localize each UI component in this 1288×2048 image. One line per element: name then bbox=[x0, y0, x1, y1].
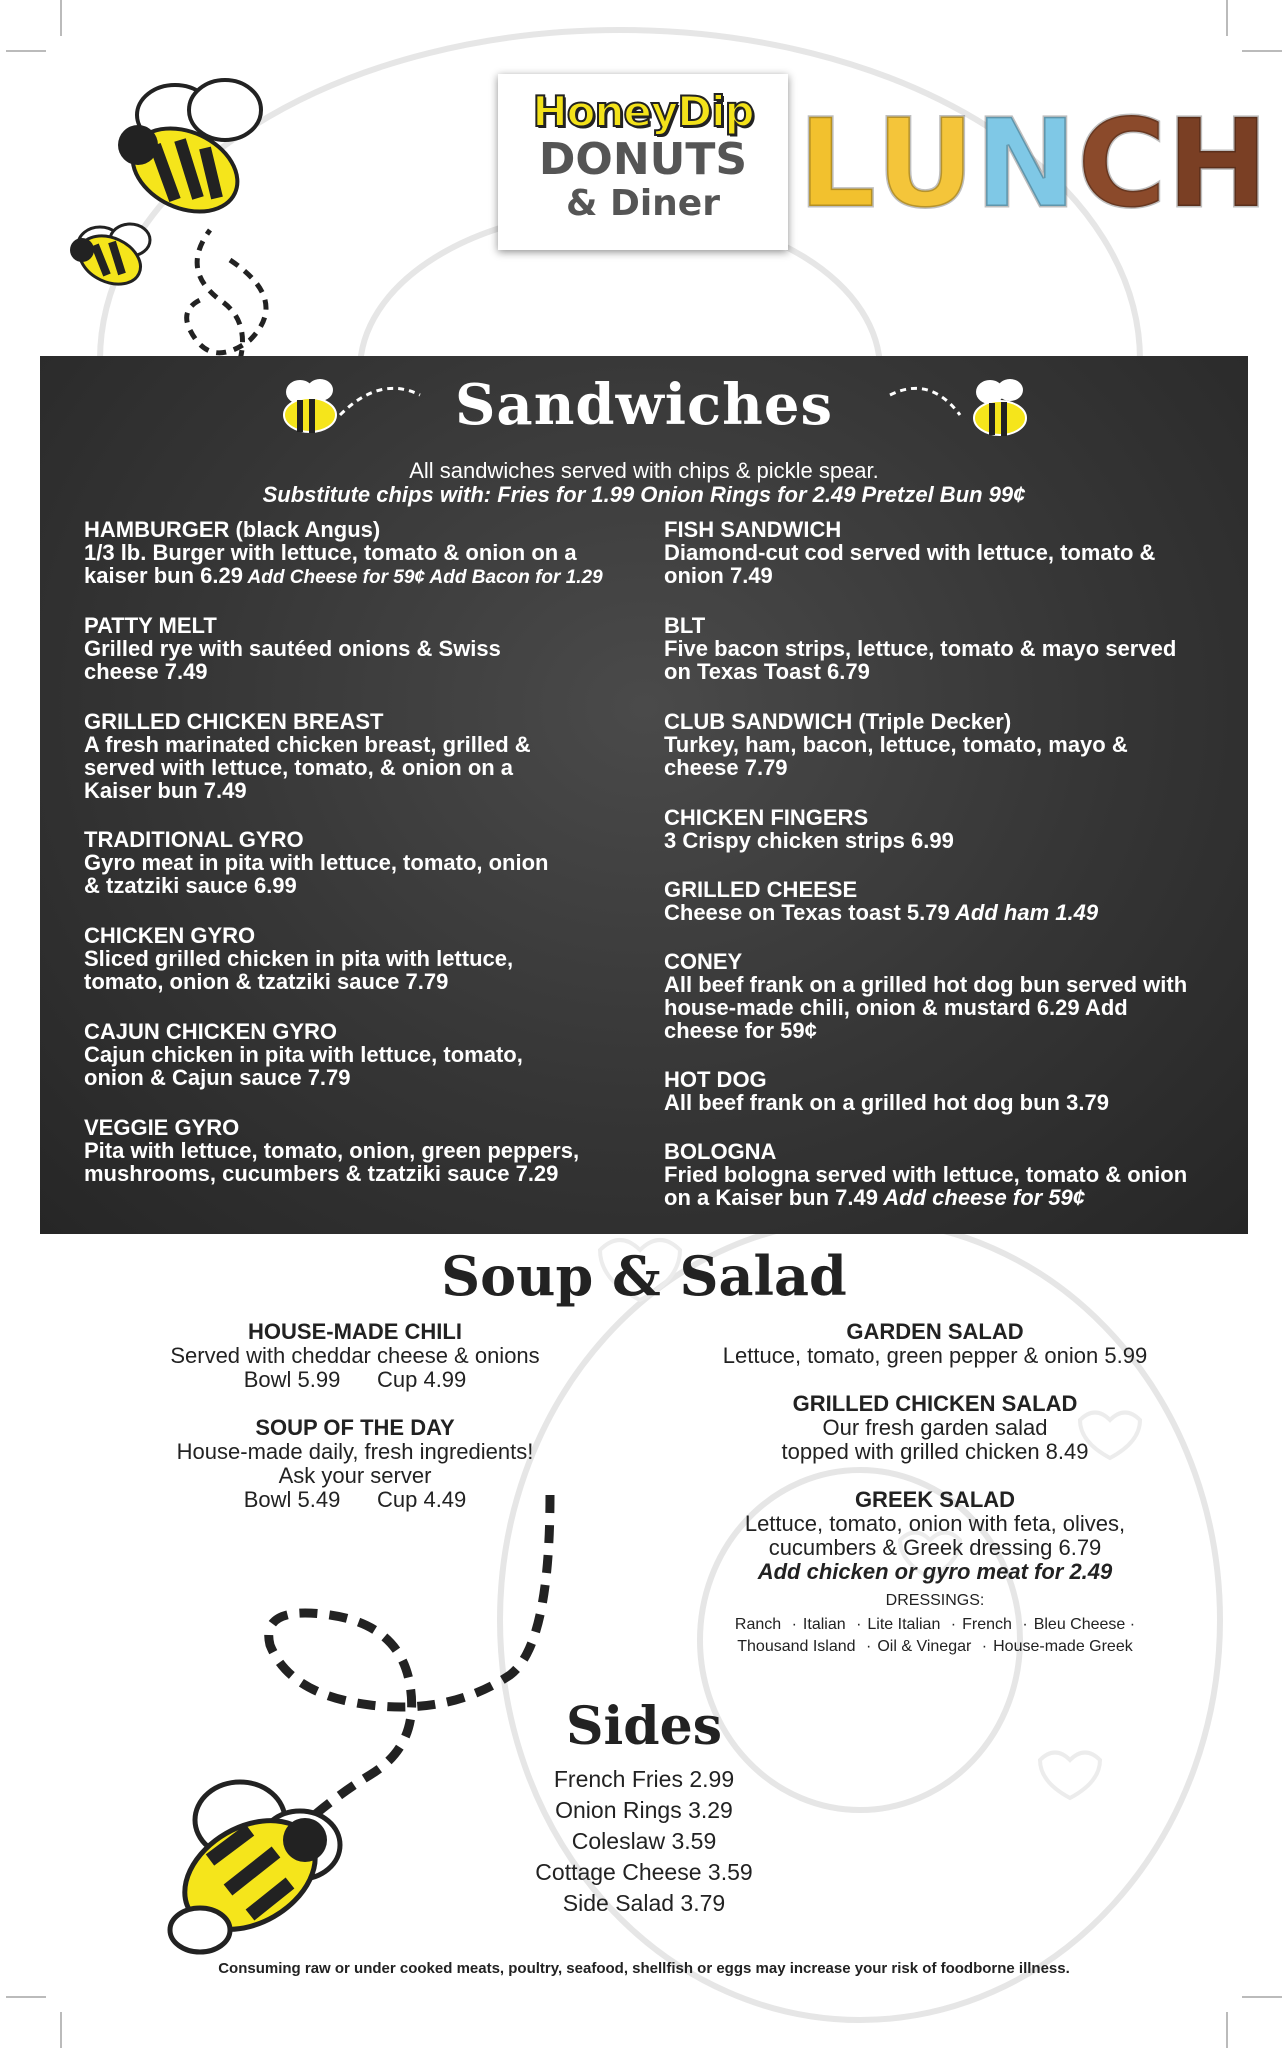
menu-item-cajun-chicken-gyro bbox=[84, 1020, 584, 1089]
dressing-option: · Lite Italian bbox=[846, 1616, 941, 1633]
menu-item-house-made-chili bbox=[130, 1320, 580, 1392]
menu-item-garden-salad bbox=[680, 1320, 1190, 1368]
dressing-option: · French bbox=[940, 1616, 1012, 1633]
sandwiches-note: All sandwiches served with chips & pickle spear. bbox=[409, 458, 879, 483]
item-name: CONEY bbox=[664, 949, 743, 974]
item-name: HAMBURGER (black Angus) bbox=[84, 517, 381, 542]
lunch-letter-n: N bbox=[974, 93, 1077, 235]
item-desc: All beef frank on a grilled hot dog bun served with house-made chili, onion & mustard 6.29 Add cheese for 59¢ bbox=[664, 972, 1188, 1043]
item-desc: cucumbers & Greek dressing 6.79 bbox=[768, 1535, 1102, 1560]
lunch-letter-u: U bbox=[875, 93, 975, 235]
item-desc: Gyro meat in pita with lettuce, tomato, onion & tzatziki sauce 6.99 bbox=[84, 850, 549, 898]
dressing-option: · Oil & Vinegar bbox=[856, 1638, 972, 1655]
item-desc: House-made daily, fresh ingredients! bbox=[176, 1439, 534, 1464]
dressings-title: DRESSINGS: bbox=[885, 1592, 985, 1609]
lunch-letter-h: H bbox=[1166, 93, 1269, 235]
dressing-option: · Italian bbox=[781, 1616, 845, 1633]
lunch-letter-c: C bbox=[1076, 93, 1167, 235]
item-name: FISH SANDWICH bbox=[664, 517, 842, 542]
dressings-row-1 bbox=[690, 1616, 1180, 1634]
item-price: Bowl 5.49 Cup 4.49 bbox=[243, 1487, 467, 1512]
item-addon: Add ham 1.49 bbox=[949, 900, 1099, 925]
menu-item-patty-melt bbox=[84, 614, 564, 683]
item-desc: Pita with lettuce, tomato, onion, green peppers, mushrooms, cucumbers & tzatziki sauce 7.29 bbox=[84, 1138, 580, 1186]
menu-item-coney bbox=[664, 950, 1194, 1042]
item-name: CHICKEN GYRO bbox=[84, 923, 256, 948]
item-desc: All beef frank on a grilled hot dog bun 3.79 bbox=[664, 1090, 1109, 1115]
item-name: GREEK SALAD bbox=[854, 1487, 1016, 1512]
sides-list bbox=[0, 1764, 1288, 1919]
item-desc: 3 Crispy chicken strips 6.99 bbox=[664, 828, 954, 853]
item-desc: Cajun chicken in pita with lettuce, tomato, onion & Cajun sauce 7.79 bbox=[84, 1042, 523, 1090]
side-item: Side Salad 3.79 bbox=[562, 1890, 726, 1916]
bee-illustration-top bbox=[60, 60, 300, 360]
dressing-option: · Bleu Cheese · bbox=[1012, 1616, 1135, 1633]
side-item: Cottage Cheese 3.59 bbox=[535, 1859, 753, 1885]
logo-donuts-text: DONUTS bbox=[538, 134, 748, 185]
item-desc: Fried bologna served with lettuce, tomato & onion on a Kaiser bun 7.49 bbox=[664, 1162, 1188, 1210]
menu-item-traditional-gyro bbox=[84, 828, 564, 897]
item-desc: Ask your server bbox=[278, 1463, 432, 1488]
menu-item-grilled-cheese bbox=[664, 878, 1204, 924]
menu-item-veggie-gyro bbox=[84, 1116, 604, 1185]
item-name: VEGGIE GYRO bbox=[84, 1115, 240, 1140]
item-name: HOUSE-MADE CHILI bbox=[248, 1319, 462, 1344]
logo-honeydip-text: HoneyDip bbox=[532, 87, 754, 136]
lunch-heading bbox=[798, 93, 1269, 235]
item-desc: Lettuce, tomato, onion with feta, olives, bbox=[744, 1511, 1126, 1536]
item-desc: A fresh marinated chicken breast, grilled & served with lettuce, tomato, & onion on a Kaiser bun 7.49 bbox=[84, 732, 531, 803]
item-desc: Sliced grilled chicken in pita with lettuce, tomato, onion & tzatziki sauce 7.79 bbox=[84, 946, 514, 994]
menu-item-grilled-chicken-salad bbox=[680, 1392, 1190, 1464]
item-desc: Turkey, ham, bacon, lettuce, tomato, mayo & cheese 7.79 bbox=[664, 732, 1128, 780]
menu-item-blt bbox=[664, 614, 1184, 683]
side-item: Onion Rings 3.29 bbox=[555, 1797, 733, 1823]
menu-item-fish-sandwich bbox=[664, 518, 1204, 587]
menu-item-chicken-gyro bbox=[84, 924, 584, 993]
item-name: GRILLED CHICKEN SALAD bbox=[792, 1391, 1078, 1416]
sandwiches-substitution-note: Substitute chips with: Fries for 1.99 Onion Rings for 2.49 Pretzel Bun 99¢ bbox=[262, 482, 1026, 507]
item-desc: Grilled rye with sautéed onions & Swiss cheese 7.49 bbox=[84, 636, 501, 684]
item-desc: Lettuce, tomato, green pepper & onion 5.99 bbox=[722, 1343, 1148, 1368]
lunch-letter-l: L bbox=[798, 93, 876, 235]
item-desc: 1/3 lb. Burger with lettuce, tomato & onion on a kaiser bun 6.29 bbox=[84, 540, 577, 588]
dressing-option: Thousand Island bbox=[737, 1638, 856, 1655]
item-name: PATTY MELT bbox=[84, 613, 217, 638]
menu-item-bologna bbox=[664, 1140, 1204, 1209]
item-price: Bowl 5.99 Cup 4.99 bbox=[243, 1367, 467, 1392]
menu-item-hamburger bbox=[84, 518, 644, 589]
item-name: BLT bbox=[664, 613, 706, 638]
sides-title: Sides bbox=[565, 1696, 723, 1757]
item-name: SOUP OF THE DAY bbox=[255, 1415, 455, 1440]
soup-salad-title: Soup & Salad bbox=[441, 1244, 847, 1308]
item-desc: Diamond-cut cod served with lettuce, tomato & onion 7.49 bbox=[664, 540, 1156, 588]
menu-item-club-sandwich bbox=[664, 710, 1184, 779]
item-desc: Five bacon strips, lettuce, tomato & mayo served on Texas Toast 6.79 bbox=[664, 636, 1177, 684]
menu-item-greek-salad bbox=[680, 1488, 1190, 1584]
logo-diner-text: & Diner bbox=[566, 183, 720, 224]
item-addon: Add Cheese for 59¢ Add Bacon for 1.29 bbox=[242, 567, 603, 588]
item-name: GRILLED CHEESE bbox=[664, 877, 858, 902]
food-safety-disclaimer: Consuming raw or under cooked meats, poultry, seafood, shellfish or eggs may increase your risk of foodborne illness. bbox=[218, 1960, 1070, 1977]
item-name: CHICKEN FINGERS bbox=[664, 805, 869, 830]
menu-item-chicken-fingers bbox=[664, 806, 1184, 852]
item-desc: Cheese on Texas toast 5.79 bbox=[664, 900, 950, 925]
side-item: French Fries 2.99 bbox=[553, 1766, 735, 1792]
honeydip-logo bbox=[498, 74, 788, 250]
item-name: BOLOGNA bbox=[664, 1139, 777, 1164]
item-name: TRADITIONAL GYRO bbox=[84, 827, 304, 852]
item-desc: Our fresh garden salad bbox=[822, 1415, 1048, 1440]
dressing-option: Ranch bbox=[734, 1616, 782, 1633]
item-name: HOT DOG bbox=[664, 1067, 767, 1092]
dressings-row-2 bbox=[690, 1638, 1180, 1656]
menu-item-hot-dog bbox=[664, 1068, 1204, 1114]
sandwiches-title: Sandwiches bbox=[454, 372, 834, 438]
item-name: GARDEN SALAD bbox=[846, 1319, 1024, 1344]
item-name: GRILLED CHICKEN BREAST bbox=[84, 709, 384, 734]
item-addon: Add chicken or gyro meat for 2.49 bbox=[757, 1559, 1113, 1584]
item-addon: Add cheese for 59¢ bbox=[877, 1185, 1086, 1210]
menu-item-grilled-chicken-breast bbox=[84, 710, 584, 802]
item-name: CAJUN CHICKEN GYRO bbox=[84, 1019, 338, 1044]
item-desc: Served with cheddar cheese & onions bbox=[170, 1343, 540, 1368]
item-desc: topped with grilled chicken 8.49 bbox=[781, 1439, 1089, 1464]
dressing-option: · House-made Greek bbox=[971, 1638, 1132, 1655]
item-name: CLUB SANDWICH (Triple Decker) bbox=[664, 709, 1012, 734]
side-item: Coleslaw 3.59 bbox=[571, 1828, 717, 1854]
